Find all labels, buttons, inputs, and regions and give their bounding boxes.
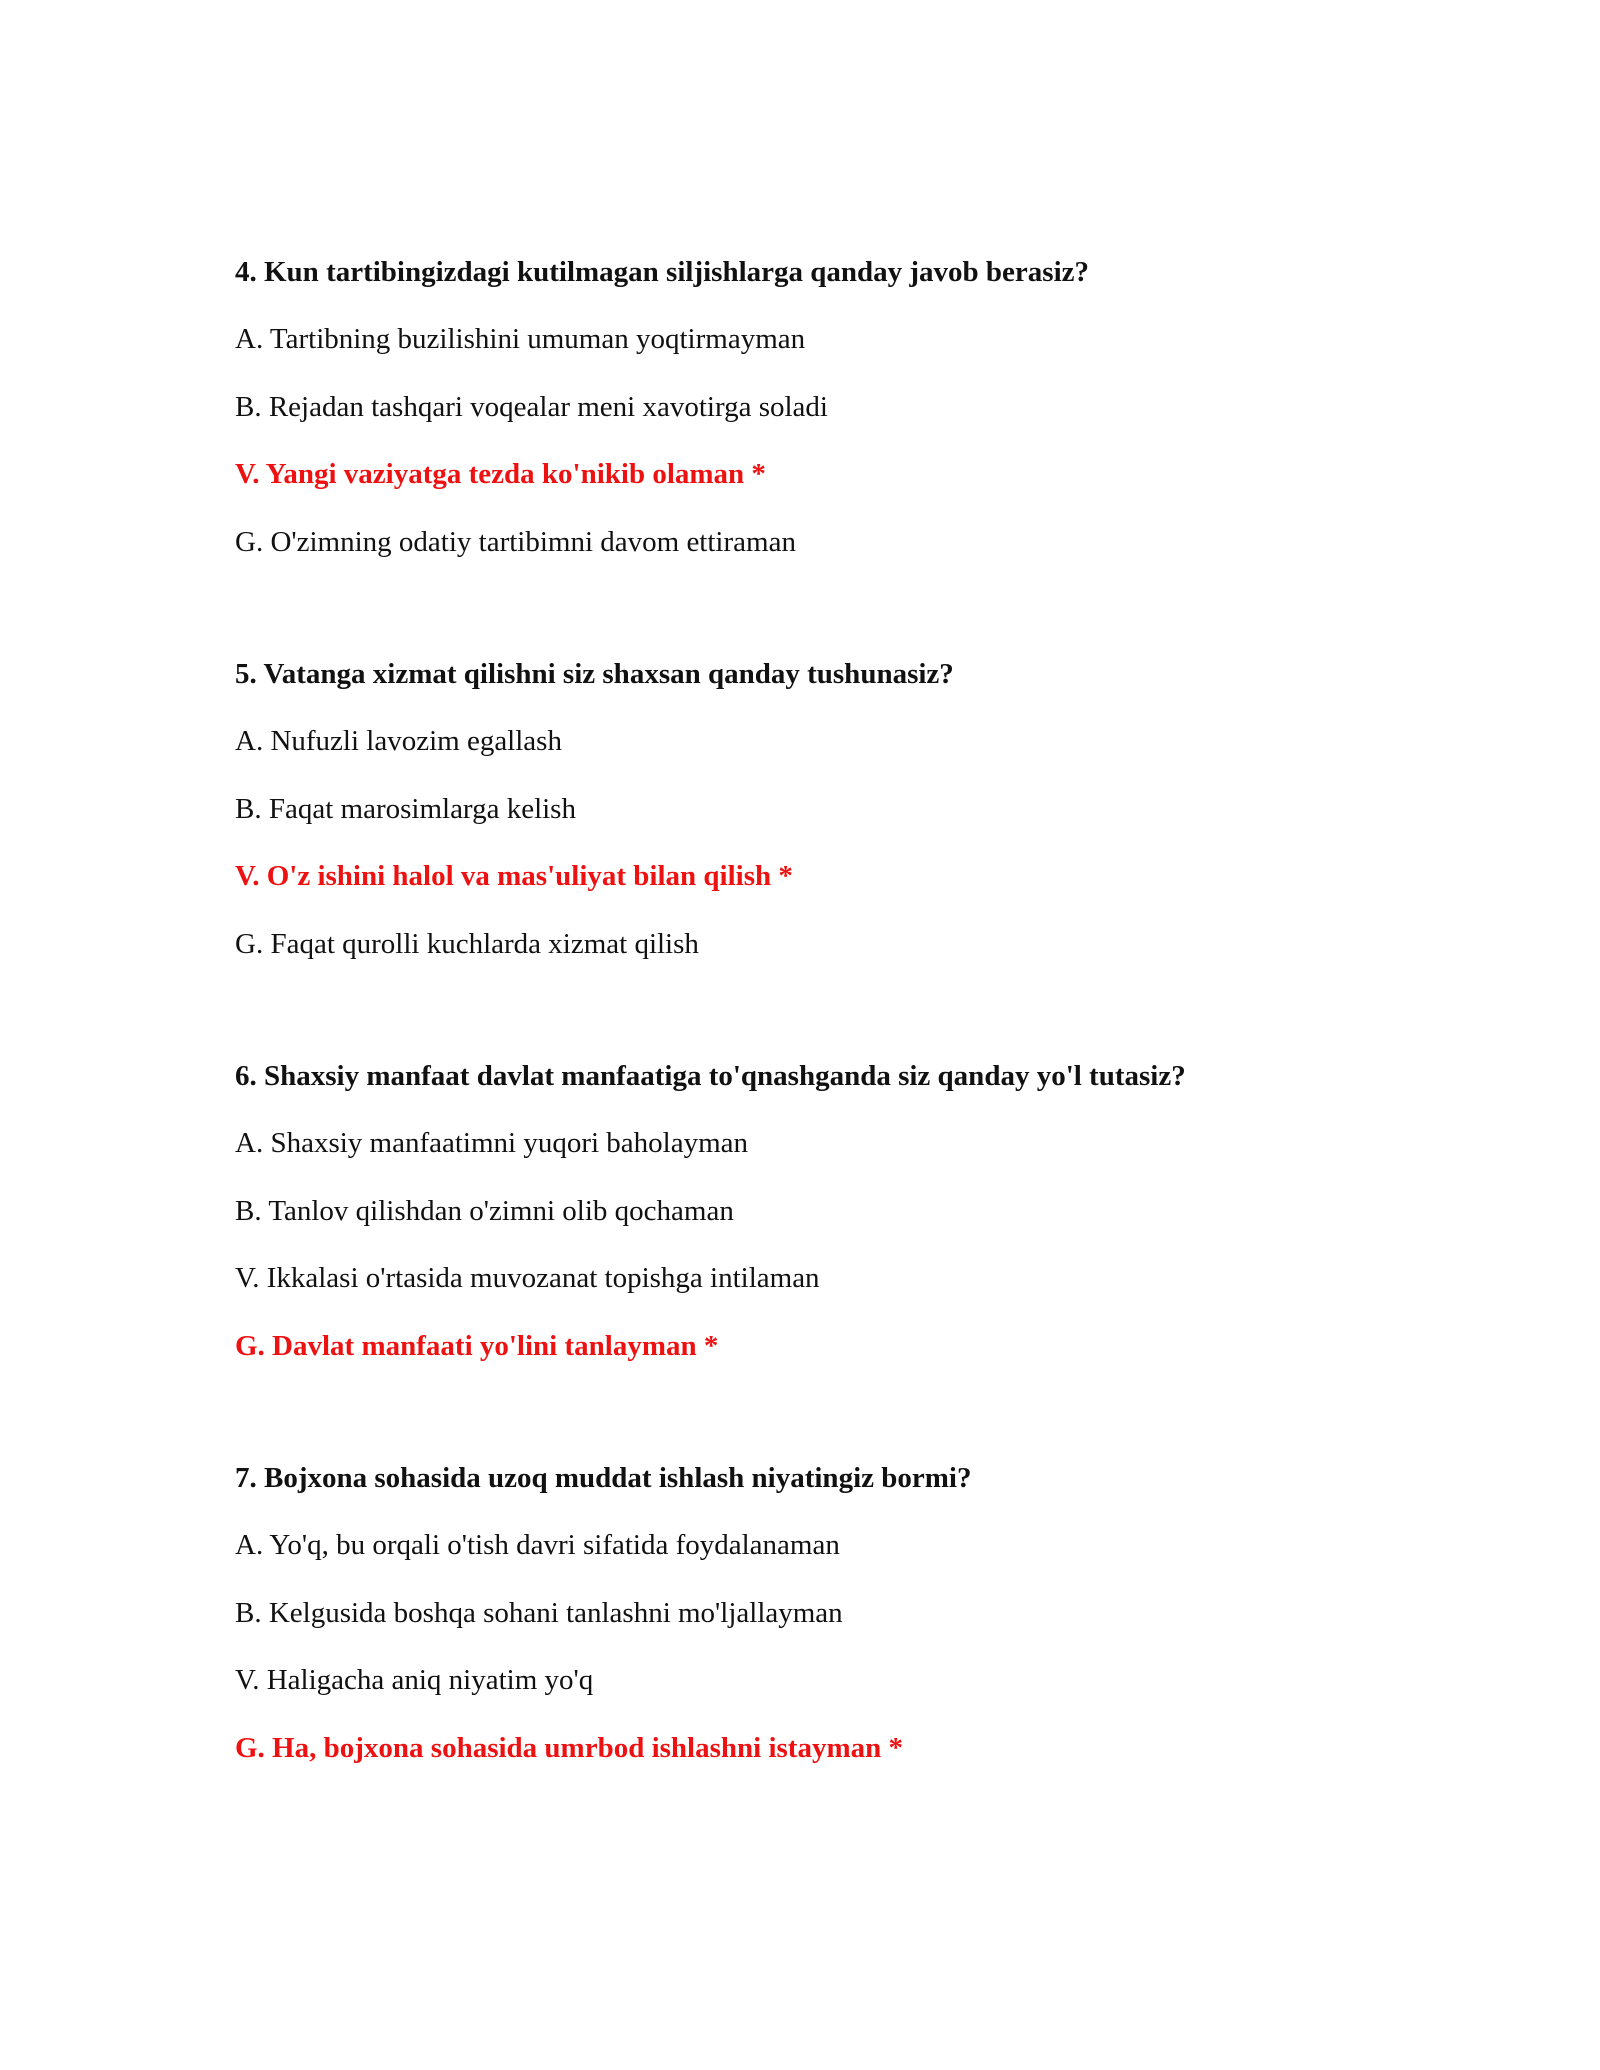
answer-option-g-correct: G. Davlat manfaati yo'lini tanlayman * (235, 1329, 719, 1362)
answer-option-v-correct: V. O'z ishini halol va mas'uliyat bilan qilish * (235, 860, 793, 892)
answer-option-g: G. Faqat qurolli kuchlarda xizmat qilish (235, 927, 699, 960)
answer-option-a: A. Yo'q, bu orqali o'tish davri sifatida foydalanaman (235, 1529, 840, 1561)
question-title: 6. Shaxsiy manfaat davlat manfaatiga to'qnashganda siz qanday yo'l tutasiz? (235, 1060, 1186, 1092)
answer-option-b: B. Rejadan tashqari voqealar meni xavotirga soladi (235, 390, 828, 423)
answer-option-b: B. Tanlov qilishdan o'zimni olib qochaman (235, 1194, 734, 1227)
question-5 (235, 658, 1435, 995)
question-title: 4. Kun tartibingizdagi kutilmagan siljishlarga qanday javob berasiz? (235, 256, 1090, 288)
answer-option-a: A. Nufuzli lavozim egallash (235, 725, 562, 757)
answer-option-v: V. Ikkalasi o'rtasida muvozanat topishga intilaman (235, 1262, 820, 1294)
question-6 (235, 1060, 1435, 1397)
answer-option-b: B. Kelgusida boshqa sohani tanlashni mo'ljallayman (235, 1596, 843, 1629)
question-7 (235, 1462, 1435, 1799)
answer-option-b: B. Faqat marosimlarga kelish (235, 792, 576, 825)
answer-option-a: A. Tartibning buzilishini umuman yoqtirmayman (235, 323, 806, 355)
question-4 (235, 256, 1435, 593)
answer-option-v-correct: V. Yangi vaziyatga tezda ko'nikib olaman * (235, 458, 766, 490)
answer-option-v: V. Haligacha aniq niyatim yo'q (235, 1664, 594, 1696)
answer-option-g: G. O'zimning odatiy tartibimni davom ettiraman (235, 525, 796, 558)
answer-option-g-correct: G. Ha, bojxona sohasida umrbod ishlashni istayman * (235, 1731, 903, 1764)
question-title: 5. Vatanga xizmat qilishni siz shaxsan qanday tushunasiz? (235, 658, 954, 690)
question-title: 7. Bojxona sohasida uzoq muddat ishlash niyatingiz bormi? (235, 1462, 972, 1494)
answer-option-a: A. Shaxsiy manfaatimni yuqori baholayman (235, 1127, 749, 1159)
